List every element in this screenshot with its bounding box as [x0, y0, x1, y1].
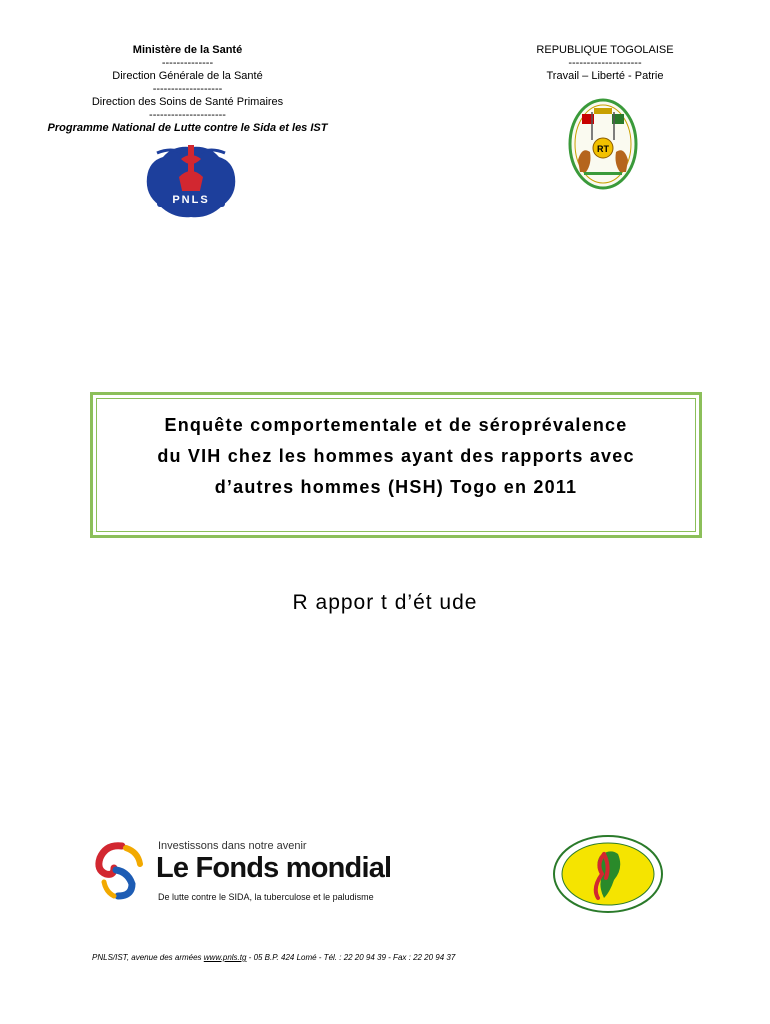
website-link[interactable]: www.pnls.tg: [203, 953, 247, 962]
coat-of-arms: [568, 98, 638, 190]
ministry-name: Ministère de la Santé: [132, 44, 243, 56]
separator: --------------------: [568, 57, 642, 69]
republic-name: REPUBLIQUE TOGOLAISE: [536, 44, 674, 56]
pnls-logo-text: PNLS: [172, 194, 210, 206]
direction-soins: Direction des Soins de Santé Primaires: [91, 96, 284, 108]
seal-text: RT: [597, 144, 609, 154]
ministry-header: [20, 44, 355, 135]
global-fund-logo: [92, 838, 392, 910]
programme-name: Programme National de Lutte contre le Sida et les IST: [47, 122, 328, 134]
global-fund-icon: [92, 840, 148, 902]
global-fund-name: Le Fonds mondial: [156, 852, 392, 884]
title-line: Enquête comportementale et de séroprévalence: [164, 415, 628, 435]
partner-emblem: [552, 834, 664, 914]
footer-contact: [92, 953, 455, 962]
report-subtitle: R appor t d’ét ude: [292, 591, 478, 614]
title-line: d’autres hommes (HSH) Togo en 2011: [214, 477, 578, 497]
report-title: [96, 398, 696, 532]
republic-header: [500, 44, 710, 83]
title-line: du VIH chez les hommes ayant des rapports avec: [157, 446, 635, 466]
separator: -------------------: [152, 83, 223, 95]
separator: ---------------------: [149, 109, 226, 121]
direction-generale: Direction Générale de la Santé: [112, 70, 263, 82]
report-title-box: [90, 392, 702, 538]
footer-phone-fax: - 05 B.P. 424 Lomé - Tél. : 22 20 94 39 - Fax : 22 20 94 37: [246, 953, 456, 962]
pnls-logo: [143, 143, 239, 221]
separator: --------------: [161, 57, 214, 69]
global-fund-tagline: Investissons dans notre avenir: [158, 840, 307, 852]
global-fund-subtitle: De lutte contre le SIDA, la tuberculose et le paludisme: [158, 892, 374, 902]
footer-address: PNLS/IST, avenue des armées: [92, 953, 204, 962]
national-motto: Travail – Liberté - Patrie: [546, 70, 664, 82]
